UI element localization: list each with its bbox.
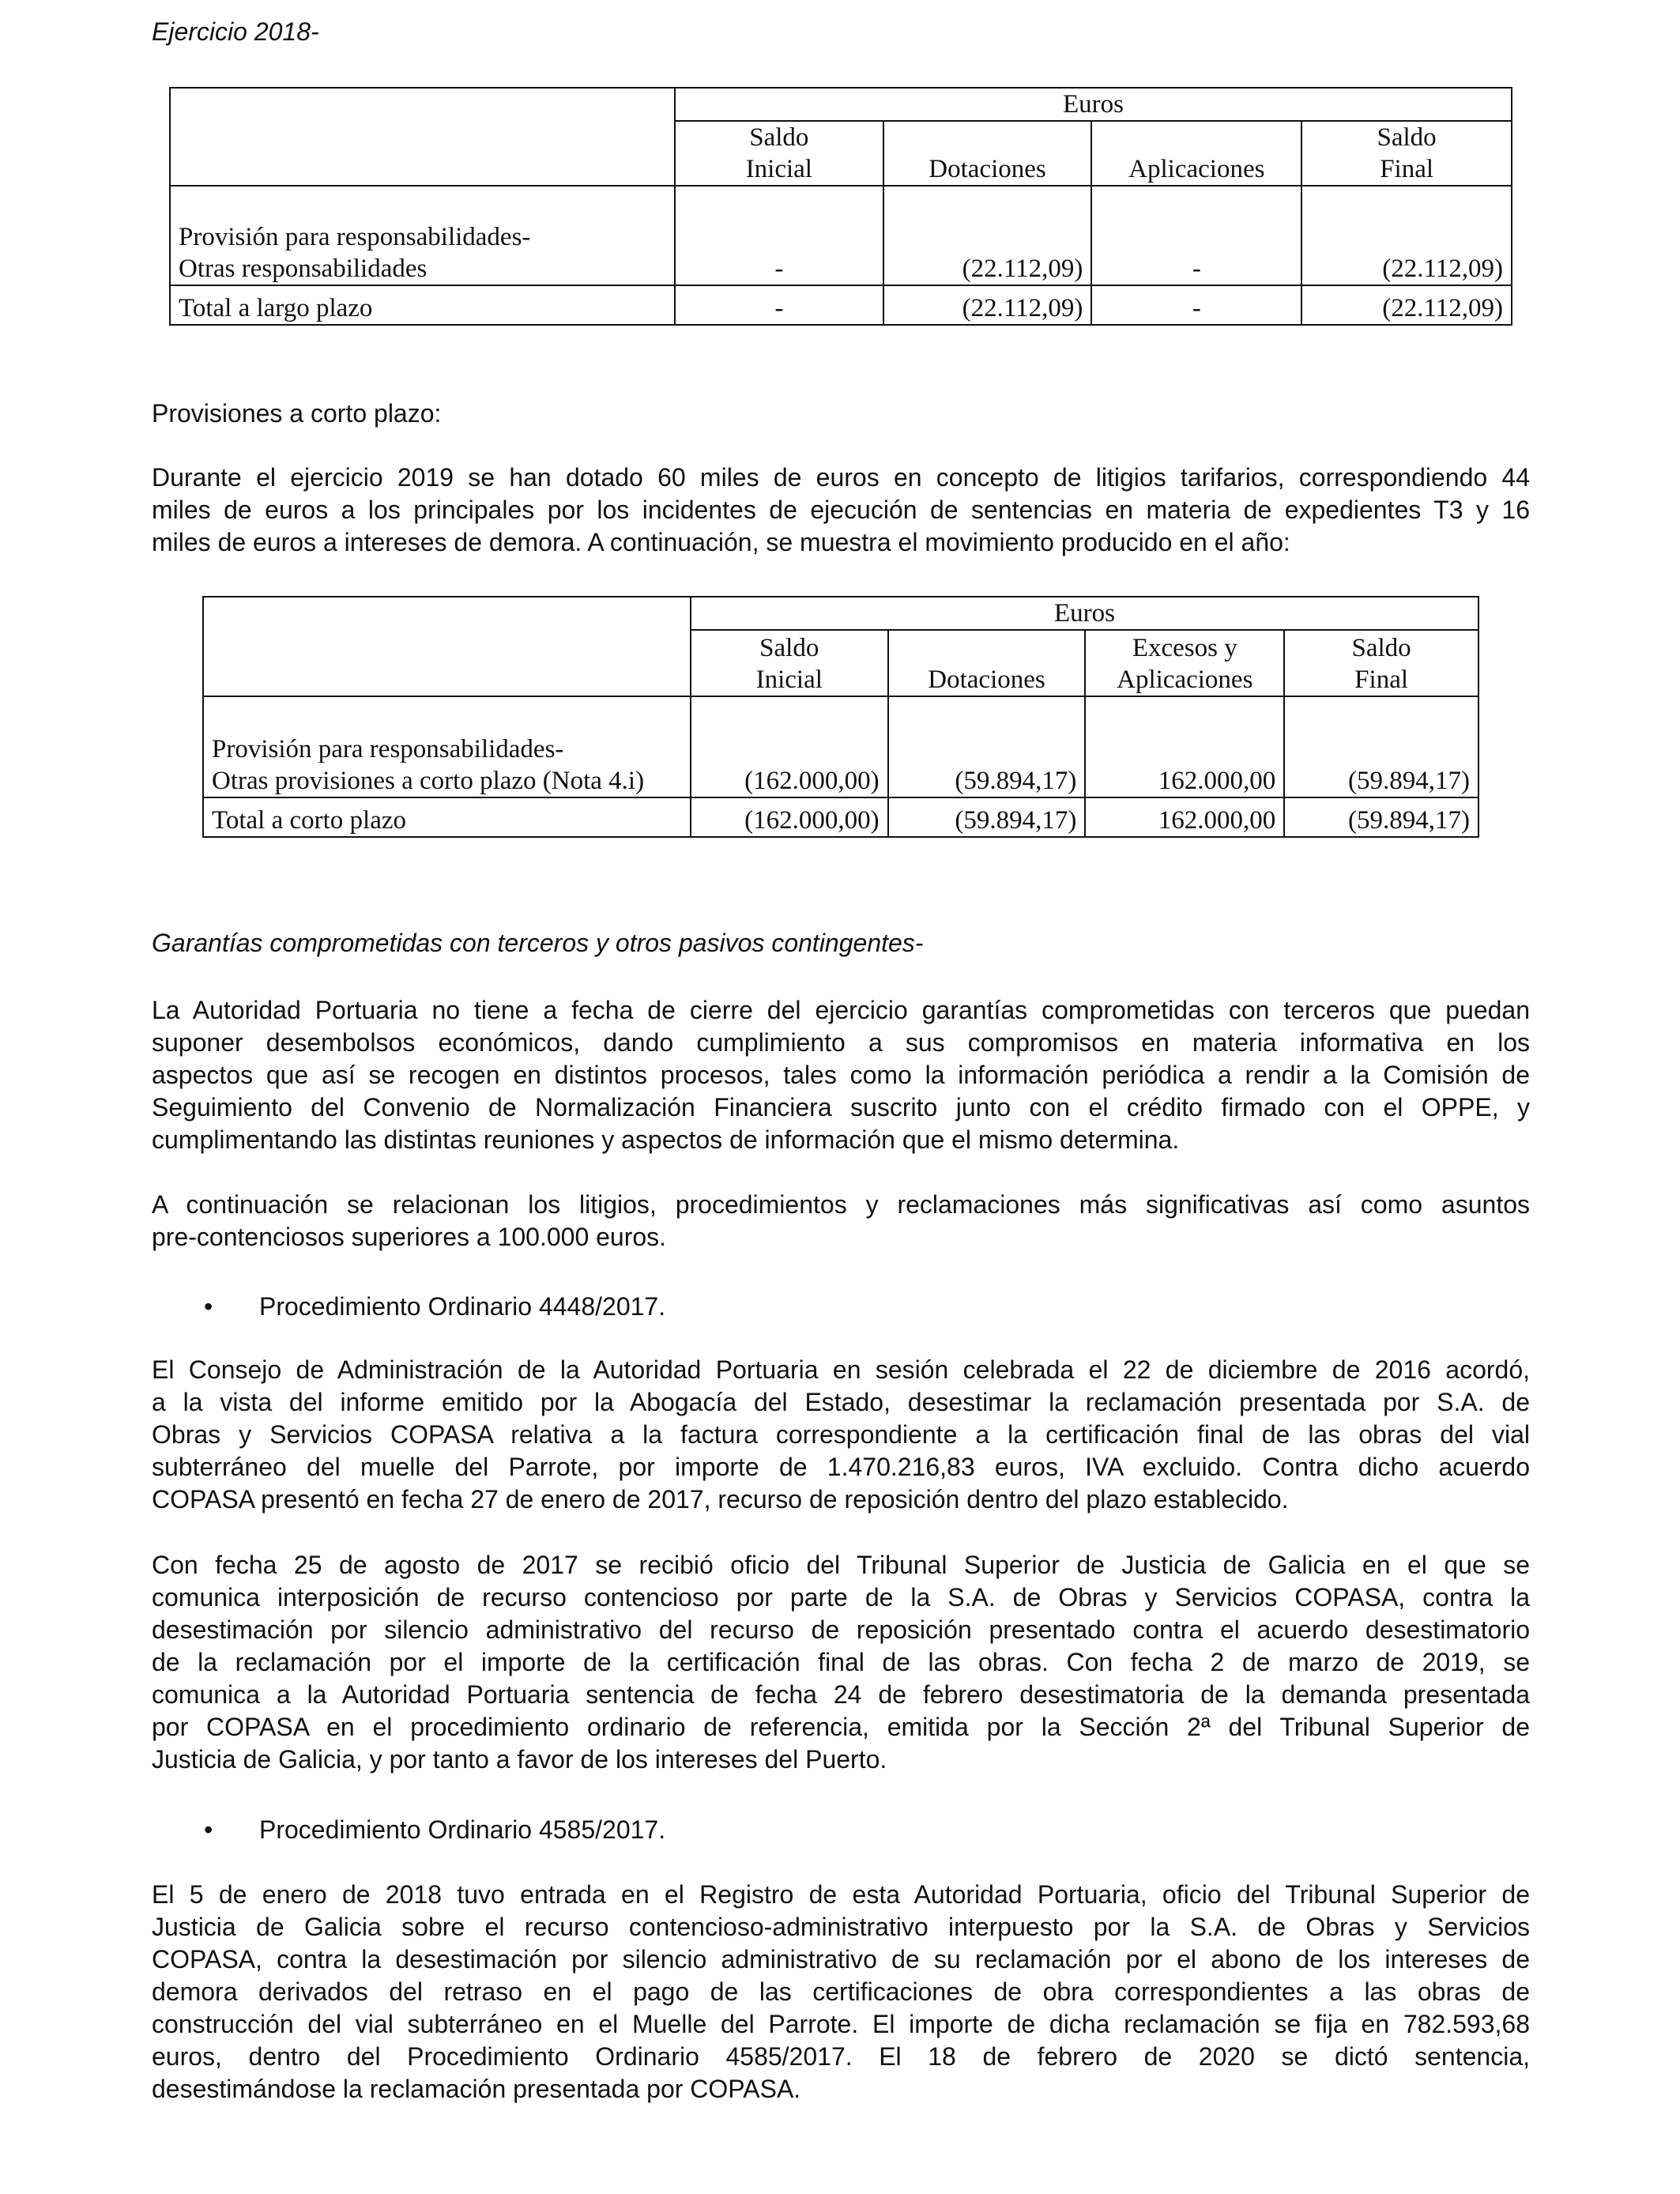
row-label: Total a corto plazo bbox=[203, 797, 691, 837]
bullet-icon: • bbox=[204, 1815, 213, 1844]
paragraph-line: de la reclamación por el importe de la certificación final de las obras. Con fecha 2 de marzo de 2019, se bbox=[152, 1648, 1530, 1676]
col-header-saldo-inicial: Saldo Inicial bbox=[691, 630, 888, 696]
paragraph-line: subterráneo del muelle del Parrote, por importe de 1.470.216,83 euros, IVA excluido. Contra dicho acuerdo bbox=[152, 1453, 1530, 1481]
paragraph-line: Justicia de Galicia sobre el recurso contencioso-administrativo interpuesto por la S.A. de Obras y Servicios bbox=[152, 1913, 1530, 1941]
bullet-text: Procedimiento Ordinario 4585/2017. bbox=[259, 1815, 666, 1844]
paragraph-line: El 5 de enero de 2018 tuvo entrada en el Registro de esta Autoridad Portuaria, oficio del Tribunal Superior de bbox=[152, 1880, 1530, 1909]
paragraph-line: cumplimentando las distintas reuniones y aspectos de información que el mismo determina. bbox=[152, 1125, 1180, 1154]
paragraph-line: La Autoridad Portuaria no tiene a fecha de cierre del ejercicio garantías comprometidas con terceros que puedan bbox=[152, 996, 1530, 1024]
paragraph-line: El Consejo de Administración de la Autoridad Portuaria en sesión celebrada el 22 de diciembre de 2016 acordó, bbox=[152, 1355, 1530, 1384]
provisions-short-term-table bbox=[202, 596, 1479, 838]
bullet-text: Procedimiento Ordinario 4448/2017. bbox=[259, 1292, 666, 1321]
paragraph-line: COPASA, contra la desestimación por silencio administrativo de su reclamación por el abono de los intereses de bbox=[152, 1945, 1530, 1973]
cell-value: - bbox=[1091, 186, 1301, 285]
procedimiento-4448-paragraph-2 bbox=[152, 1549, 1530, 1776]
table-row-total bbox=[170, 285, 1512, 325]
section-heading-2018: Ejercicio 2018- bbox=[152, 17, 319, 46]
procedimiento-4585-paragraph bbox=[152, 1879, 1530, 2105]
paragraph-line: Durante el ejercicio 2019 se han dotado 60 miles de euros en concepto de litigios tarifarios, correspondiendo 44 bbox=[152, 463, 1530, 492]
cell-value: - bbox=[1091, 285, 1301, 325]
paragraph-line: demora derivados del retraso en el pago de las certificaciones de obra correspondientes a las obras de bbox=[152, 1977, 1530, 2006]
paragraph-line: Seguimiento del Convenio de Normalización Financiera suscrito junto con el crédito firmado con el OPPE, y bbox=[152, 1093, 1530, 1122]
short-term-title: Provisiones a corto plazo: bbox=[152, 399, 442, 428]
col-header-excesos-aplicaciones: Excesos y Aplicaciones bbox=[1085, 630, 1284, 696]
cell-value: (59.894,17) bbox=[1284, 797, 1478, 837]
paragraph-line: desestimándose la reclamación presentada por COPASA. bbox=[152, 2075, 801, 2103]
table-group-header: Euros bbox=[675, 88, 1512, 121]
cell-value: (162.000,00) bbox=[691, 696, 888, 797]
paragraph-line: euros, dentro del Procedimiento Ordinario 4585/2017. El 18 de febrero de 2020 se dictó sentencia, bbox=[152, 2042, 1530, 2071]
cell-value: (22.112,09) bbox=[1301, 186, 1512, 285]
litigation-intro-paragraph bbox=[152, 1189, 1530, 1253]
paragraph-line: por COPASA en el procedimiento ordinario de referencia, emitida por la Sección 2ª del Tribunal Superior de bbox=[152, 1713, 1530, 1741]
cell-value: (162.000,00) bbox=[691, 797, 888, 837]
paragraph-line: aspectos que así se recogen en distintos procesos, tales como la información periódica a rendir a la Comisión de bbox=[152, 1061, 1530, 1089]
cell-value: - bbox=[675, 186, 883, 285]
paragraph-line: Obras y Servicios COPASA relativa a la factura correspondiente a la certificación final de las obras del vial bbox=[152, 1420, 1530, 1449]
paragraph-line: Con fecha 25 de agosto de 2017 se recibió oficio del Tribunal Superior de Justicia de Galicia en el que se bbox=[152, 1551, 1530, 1579]
cell-value: (22.112,09) bbox=[1301, 285, 1512, 325]
cell-value: (59.894,17) bbox=[888, 797, 1086, 837]
col-header-dotaciones: Dotaciones bbox=[888, 630, 1086, 696]
col-header-saldo-final: Saldo Final bbox=[1301, 121, 1512, 186]
provisions-long-term-table bbox=[169, 87, 1512, 326]
table-corner-cell bbox=[170, 88, 675, 186]
paragraph-line: construcción del vial subterráneo en el Muelle del Parrote. El importe de dicha reclamación se fija en 782.593,68 bbox=[152, 2010, 1530, 2038]
row-label: Provisión para responsabilidades- Otras responsabilidades bbox=[170, 186, 675, 285]
paragraph-line: A continuación se relacionan los litigios, procedimientos y reclamaciones más significativas así como asuntos bbox=[152, 1190, 1530, 1219]
bullet-icon: • bbox=[204, 1292, 213, 1321]
row-label: Provisión para responsabilidades- Otras provisiones a corto plazo (Nota 4.i) bbox=[203, 696, 691, 797]
table-corner-cell bbox=[203, 597, 691, 696]
paragraph-line: comunica a la Autoridad Portuaria sentencia de fecha 24 de febrero desestimatoria de la demanda presentada bbox=[152, 1680, 1530, 1709]
col-header-saldo-final: Saldo Final bbox=[1284, 630, 1478, 696]
cell-value: (59.894,17) bbox=[1284, 696, 1478, 797]
cell-value: (22.112,09) bbox=[883, 186, 1092, 285]
guarantees-paragraph bbox=[152, 994, 1530, 1156]
cell-value: (59.894,17) bbox=[888, 696, 1086, 797]
paragraph-line: COPASA presentó en fecha 27 de enero de 2017, recurso de reposición dentro del plazo establecido. bbox=[152, 1485, 1289, 1514]
paragraph-line: desestimación por silencio administrativo del recurso de reposición presentado contra el acuerdo desestimatorio bbox=[152, 1615, 1530, 1644]
paragraph-line: suponer desembolsos económicos, dando cumplimiento a sus compromisos en materia informativa en los bbox=[152, 1028, 1530, 1057]
table-group-header: Euros bbox=[691, 597, 1478, 630]
col-header-saldo-inicial: Saldo Inicial bbox=[675, 121, 883, 186]
table-row bbox=[170, 186, 1512, 285]
row-label: Total a largo plazo bbox=[170, 285, 675, 325]
paragraph-line: comunica interposición de recurso contencioso por parte de la S.A. de Obras y Servicios COPASA, contra la bbox=[152, 1583, 1530, 1612]
paragraph-line: pre-contenciosos superiores a 100.000 euros. bbox=[152, 1223, 667, 1251]
paragraph-line: Justicia de Galicia, y por tanto a favor de los intereses del Puerto. bbox=[152, 1745, 887, 1774]
table-row bbox=[203, 696, 1478, 797]
cell-value: (22.112,09) bbox=[883, 285, 1092, 325]
table-row-total bbox=[203, 797, 1478, 837]
paragraph-line: miles de euros a los principales por los incidentes de ejecución de sentencias en materia de expedientes T3 y 16 bbox=[152, 496, 1530, 524]
short-term-paragraph bbox=[152, 462, 1530, 559]
cell-value: - bbox=[675, 285, 883, 325]
guarantees-title: Garantías comprometidas con terceros y otros pasivos contingentes- bbox=[152, 929, 924, 957]
cell-value: 162.000,00 bbox=[1085, 797, 1284, 837]
paragraph-line: a la vista del informe emitido por la Abogacía del Estado, desestimar la reclamación presentada por S.A. de bbox=[152, 1388, 1530, 1416]
cell-value: 162.000,00 bbox=[1085, 696, 1284, 797]
procedimiento-4448-paragraph-1 bbox=[152, 1354, 1530, 1516]
col-header-aplicaciones: Aplicaciones bbox=[1091, 121, 1301, 186]
col-header-dotaciones: Dotaciones bbox=[883, 121, 1092, 186]
paragraph-line: miles de euros a intereses de demora. A continuación, se muestra el movimiento producido en el año: bbox=[152, 528, 1290, 556]
